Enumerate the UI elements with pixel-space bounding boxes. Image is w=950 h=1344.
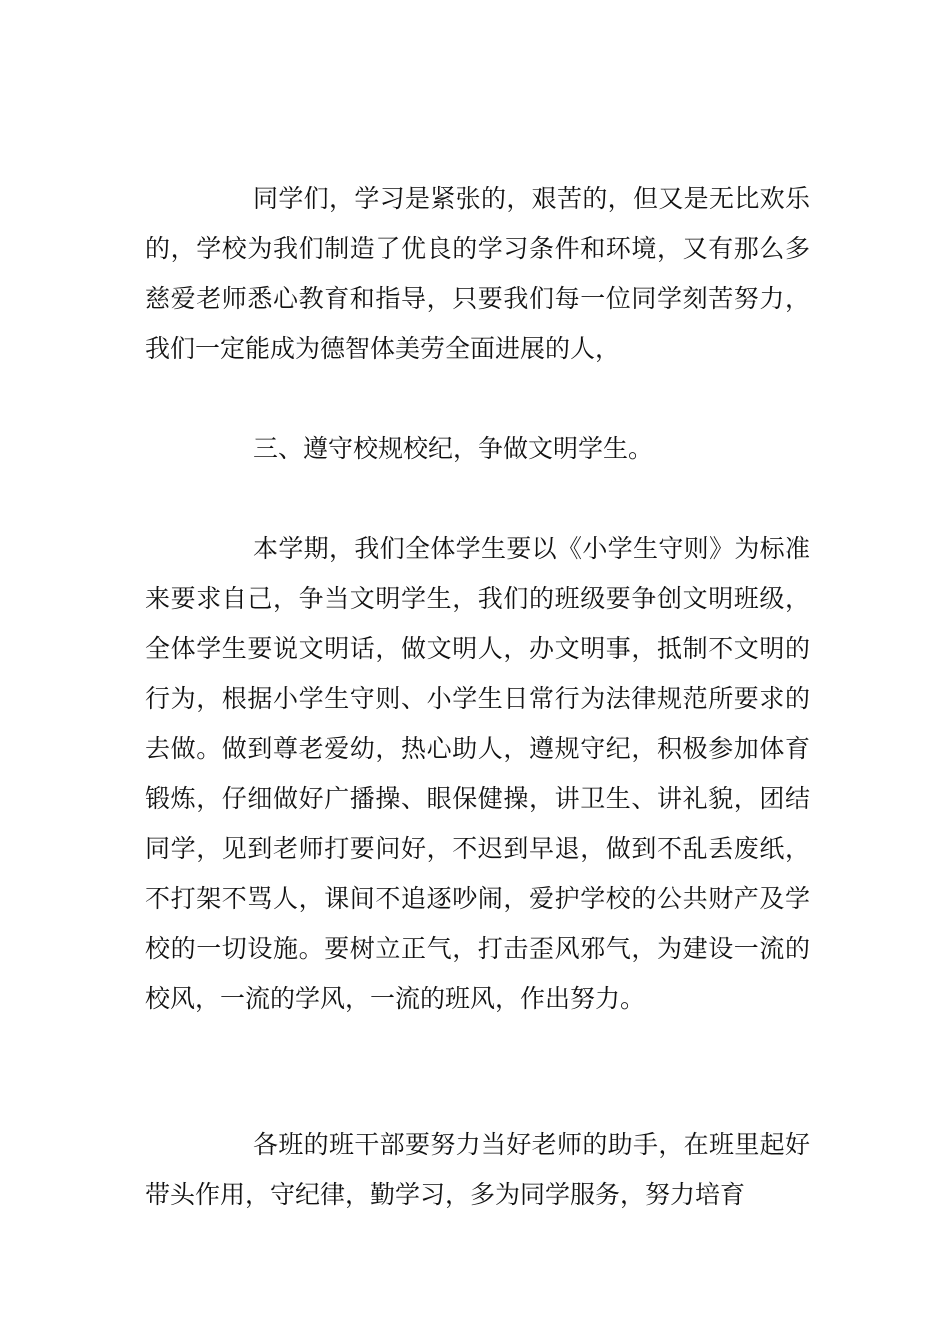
section-heading-discipline: 三、遵守校规校纪，争做文明学生。 [253,434,654,463]
paragraph-study-encouragement: 同学们，学习是紧张的，艰苦的，但又是无比欢乐的，学校为我们制造了优良的学习条件和环境，又有那么多慈爱老师悉心教育和指导，只要我们每一位同学刻苦努力，我们一定能成为德智体美劳全面进展的人， [145,184,810,363]
paragraph-civilized-student: 本学期，我们全体学生要以《小学生守则》为标准来要求自己，争当文明学生，我们的班级要争创文明班级，全体学生要说文明话，做文明人，办文明事，抵制不文明的行为，根据小学生守则、小学生日常行为法律规范所要求的去做。做到尊老爱幼，热心助人，遵规守纪，积极参加体育锻炼，仔细做好广播操、眼保健操，讲卫生、讲礼貌，团结同学，见到老师打要问好，不迟到早退，做到不乱丢废纸，不打架不骂人，课间不追逐吵闹，爱护学校的公共财产及学校的一切设施。要树立正气，打击歪风邪气，为建设一流的校风，一流的学风，一流的班风，作出努力。 [145,534,810,1013]
paragraph-class-cadres: 各班的班干部要努力当好老师的助手，在班里起好带头作用，守纪律，勤学习，多为同学服务，努力培育 [145,1130,810,1209]
